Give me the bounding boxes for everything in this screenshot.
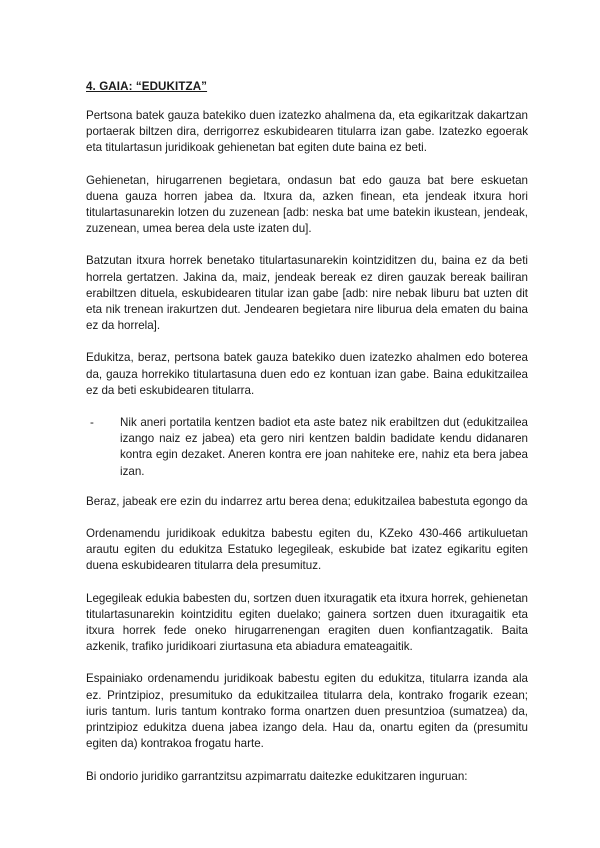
paragraph: Gehienetan, hirugarrenen begietara, ondasun bat edo gauza bat bere eskuetan duena gauza horren jabea da. Itxura da, azken finean, eta jendeak itxura hori titulartasunarekin lotzen du zuzenean [adb: neska bat ume batekin ikustean, jendeak, zuzenean, umea berea dela uste izaten du]. [86, 173, 528, 236]
paragraph: Pertsona batek gauza batekiko duen izatezko ahalmena da, eta egikaritzak dakartzan portaerak biltzen dira, derrigorrez eskubidearen titularra izan gabe. Izatezko egoerak eta titulartasun juridikoak gehienetan bat egiten dute baina ez beti. [86, 109, 528, 155]
paragraph: Batzutan itxura horrek benetako titulartasunarekin kointziditzen du, baina ez da beti horrela gertatzen. Jakina da, maiz, jendeak bereak ez diren gauzak bereak bailiran erabiltzen dituela, eskubidearen titular izan gabe [adb: nire nebak liburu bat uzten dit eta nik trenean irakurtzen dut. Jendearen begietara nire liburua dela ematen du baina ez da horrela]. [86, 254, 528, 333]
paragraph: Bi ondorio juridiko garrantzitsu azpimarratu daitezke edukitzaren inguruan: [86, 769, 468, 783]
bullet-list [86, 415, 528, 480]
section-heading: 4. GAIA: “EDUKITZA” [86, 80, 208, 93]
bullet-marker: - [90, 416, 94, 430]
paragraph: Espainiako ordenamendu juridikoak babestu egiten du edukitza, titularra izanda ala ez. Printzipioz, presumituko da edukitzailea titularra dela, kontrako frogarik ezean; iuris tantum. Iuris tantum kontrako forma onartzen duen presuntzioa (sumatzea) da, printzipioz edukitza duena jabea izango dela. Hau da, onartu egiten da (presumitu egiten da) kontrakoa frogatu harte. [86, 672, 528, 751]
list-item [86, 415, 528, 480]
paragraph: Ordenamendu juridikoak edukitza babestu egiten du, KZeko 430-466 artikuluetan arautu egiten du edukitza Estatuko legegileak, eskubide bat izatez egikaritu egiten duena eskubidearen titularra dela presumituz. [86, 527, 528, 573]
paragraph: Beraz, jabeak ere ezin du indarrez artu berea dena; edukitzailea babestuta egongo da [86, 494, 528, 508]
bullet-text: Nik aneri portatila kentzen badiot eta aste batez nik erabiltzen dut (edukitzailea izango naiz ez jabea) eta gero niri kentzen baldin badidate kendu didanaren kontra egin dezaket. Aneren kontra ere joan nahiteke ere, nahiz eta bera jabea izan. [120, 416, 528, 478]
paragraph: Legegileak edukia babesten du, sortzen duen itxuragatik eta itxura horrek, gehienetan titulartasunarekin kointziditu egiten duelako; gainera sortzen duen itxuragaitik eta itxura horrek fede oneko hirugarrenengan eragiten duen konfiantzagatik. Baita azkenik, trafiko juridikoari ziurtasuna eta abiadura emateagaitik. [86, 591, 528, 654]
paragraph: Edukitza, beraz, pertsona batek gauza batekiko duen izatezko ahalmen edo boterea da, gauza horrekiko titulartasuna duen edo ez kontuan izan gabe. Baina edukitzailea ez da beti eskubidearen titularra. [86, 351, 528, 397]
